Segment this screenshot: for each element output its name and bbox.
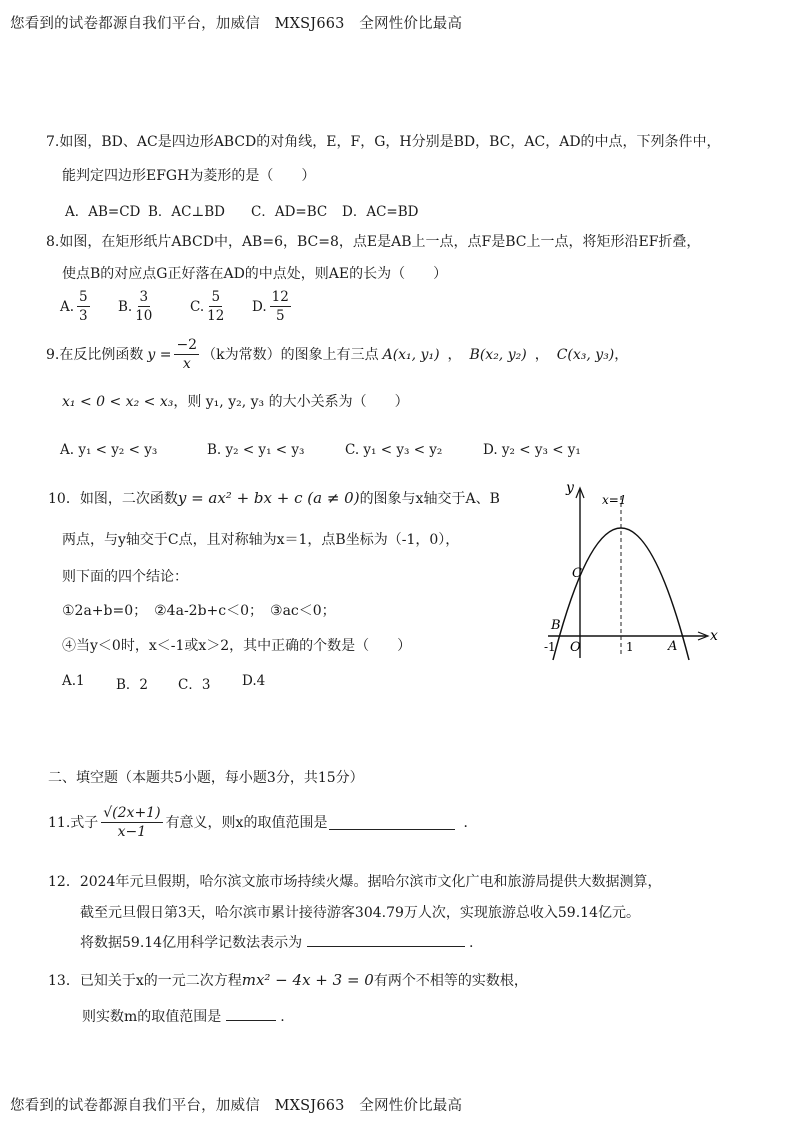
q9-middle: （k为常数）的图象上有三点 xyxy=(202,346,379,363)
parabola-graph xyxy=(530,478,730,663)
q9-func-den: x xyxy=(182,356,191,372)
one-label: 1 xyxy=(626,640,634,654)
q8-option-b xyxy=(118,288,155,325)
q9-option-a: A. y₁ < y₂ < y₃ xyxy=(60,442,158,458)
point-b-label: B xyxy=(551,618,561,633)
symmetry-axis-label: x=1 xyxy=(602,493,627,507)
q10-line5: ④当y＜0时，x＜-1或x＞2，其中正确的个数是（ ） xyxy=(62,638,412,654)
q13-line1-math: mx² − 4x + 3 = 0 xyxy=(241,971,374,989)
page-header: 您看到的试卷都源自我们平台，加威信 MXSJ663 全网性价比最高 xyxy=(10,16,463,32)
q8-line1: 8.如图，在矩形纸片ABCD中，AB=6，BC=8，点E是AB上一点，点F是BC上一点，将矩形沿EF折叠， xyxy=(46,234,701,250)
q8-option-a-label: A. xyxy=(60,298,75,315)
q13-answer-blank[interactable] xyxy=(226,1006,276,1021)
q8-option-d-label: D. xyxy=(252,298,267,315)
q7-option-c: C．AD=BC xyxy=(251,204,328,220)
q12-line3 xyxy=(80,932,473,953)
q7-option-d: D．AC=BD xyxy=(342,204,419,220)
q11-answer-blank[interactable] xyxy=(329,815,455,830)
q9-func-fraction xyxy=(174,336,199,373)
q8-option-a-num: 5 xyxy=(79,289,88,305)
q10-option-c: C．3 xyxy=(178,677,211,693)
q11-end: ． xyxy=(463,814,478,831)
q9-func-y: y = xyxy=(147,346,172,363)
q9-option-d: D. y₂ < y₃ < y₁ xyxy=(483,442,581,458)
q8-option-c-num: 5 xyxy=(211,289,221,305)
q8-option-d-den: 5 xyxy=(275,308,285,324)
q10-line1-math: y = ax² + bx + c (a ≠ 0) xyxy=(177,489,360,507)
q13-line1 xyxy=(48,970,528,991)
q8-option-d-num: 12 xyxy=(271,289,289,305)
q10-option-a: A.1 xyxy=(62,673,85,689)
q7-option-b: B．AC⊥BD xyxy=(148,204,225,220)
q8-option-b-den: 10 xyxy=(135,308,153,324)
q10-line2: 两点，与y轴交于C点，且对称轴为x＝1，点B坐标为（-1，0）， xyxy=(62,532,460,548)
q7-option-a: A．AB=CD xyxy=(65,204,141,220)
q13-line1-prefix: 13．已知关于x的一元二次方程 xyxy=(48,973,242,989)
q12-line3-text: 将数据59.14亿用科学记数法表示为 xyxy=(80,935,303,951)
q7-line1: 7.如图，BD、AC是四边形ABCD的对角线，E，F，G，H分别是BD，BC，AC，AD的中点，下列条件中， xyxy=(46,134,721,150)
q11-den: x−1 xyxy=(117,824,147,840)
q9-line2 xyxy=(62,392,409,412)
q13-end: . xyxy=(280,1009,285,1025)
q12-line1: 12．2024年元旦假期，哈尔滨文旅市场持续火爆。据哈尔滨市文化广电和旅游局提供大数据测算， xyxy=(48,874,662,890)
q12-line2: 截至元旦假日第3天，哈尔滨市累计接待游客304.79万人次，实现旅游总收入59.14亿元。 xyxy=(80,905,640,921)
q8-option-b-fraction xyxy=(135,288,152,325)
q11-line xyxy=(48,804,477,841)
q9-line1: 9.在反比例函数 y = $\frac{-2}{x}$ （k为常数）的图象上有三点 A(x₁, y₁) ， B(x₂, y₂) ， C(x₃, y₃) ， xyxy=(46,337,629,372)
q8-option-a-fraction xyxy=(77,288,90,325)
neg-one-label: -1 xyxy=(544,640,556,654)
q8-option-d xyxy=(252,288,294,325)
q9-point-b: B(x₂, y₂) xyxy=(469,346,527,363)
q8-option-c-label: C. xyxy=(190,298,205,315)
origin-label: O xyxy=(570,640,581,655)
q9-prefix: 9.在反比例函数 xyxy=(46,346,144,363)
q8-option-a xyxy=(60,288,93,325)
q9-option-c: C. y₁ < y₃ < y₂ xyxy=(345,442,443,458)
point-c-label: C xyxy=(572,566,582,581)
q8-option-b-label: B. xyxy=(118,298,133,315)
section2-title: 二、填空题（本题共5小题，每小题3分，共15分） xyxy=(48,770,364,786)
y-axis-label: y xyxy=(566,480,574,496)
q10-option-b: B．2 xyxy=(116,677,149,693)
q10-line3: 则下面的四个结论： xyxy=(62,569,188,585)
q9-line2-text: ，则 y₁, y₂, y₃ 的大小关系为（ ） xyxy=(173,394,409,410)
q13-line2-text: 则实数m的取值范围是 xyxy=(82,1009,222,1025)
x-axis-label: x xyxy=(710,628,718,644)
q13-line2 xyxy=(82,1006,285,1027)
page-footer: 您看到的试卷都源自我们平台，加威信 MXSJ663 全网性价比最高 xyxy=(10,1098,463,1114)
q8-option-a-den: 3 xyxy=(79,308,88,324)
q11-prefix: 11.式子 xyxy=(48,814,99,831)
q10-line1-prefix: 10．如图，二次函数 xyxy=(48,491,178,507)
q9-point-c: C(x₃, y₃) xyxy=(556,346,615,363)
q8-option-b-num: 3 xyxy=(139,289,149,305)
q10-line1 xyxy=(48,488,500,509)
q7-line2: 能判定四边形EFGH为菱形的是（ ） xyxy=(62,168,316,184)
q11-fraction xyxy=(101,804,162,841)
q9-line2-math: x₁ < 0 < x₂ < x₃ xyxy=(62,394,174,410)
q8-option-c-den: 12 xyxy=(207,308,225,324)
q12-end: . xyxy=(469,935,474,951)
q13-line1-suffix: 有两个不相等的实数根， xyxy=(373,973,528,989)
point-a-label: A xyxy=(668,639,678,654)
q9-point-a: A(x₁, y₁) xyxy=(382,346,440,363)
q10-line1-suffix: 的图象与x轴交于A、B xyxy=(359,491,500,507)
q12-answer-blank[interactable] xyxy=(307,932,465,947)
q10-option-d: D.4 xyxy=(242,673,266,689)
q8-option-c-fraction xyxy=(207,288,224,325)
q9-option-b: B. y₂ < y₁ < y₃ xyxy=(207,442,305,458)
q8-line2: 使点B的对应点G正好落在AD的中点处，则AE的长为（ ） xyxy=(62,266,448,282)
q11-num: √(2x+1) xyxy=(103,805,161,821)
q8-option-c xyxy=(190,288,227,325)
q10-line4: ①2a+b=0； ②4a-2b+c＜0； ③ac＜0； xyxy=(62,603,336,619)
q11-suffix: 有意义，则x的取值范围是 xyxy=(165,814,328,831)
q9-func-num: −2 xyxy=(176,337,198,353)
q8-option-d-fraction xyxy=(270,288,291,325)
